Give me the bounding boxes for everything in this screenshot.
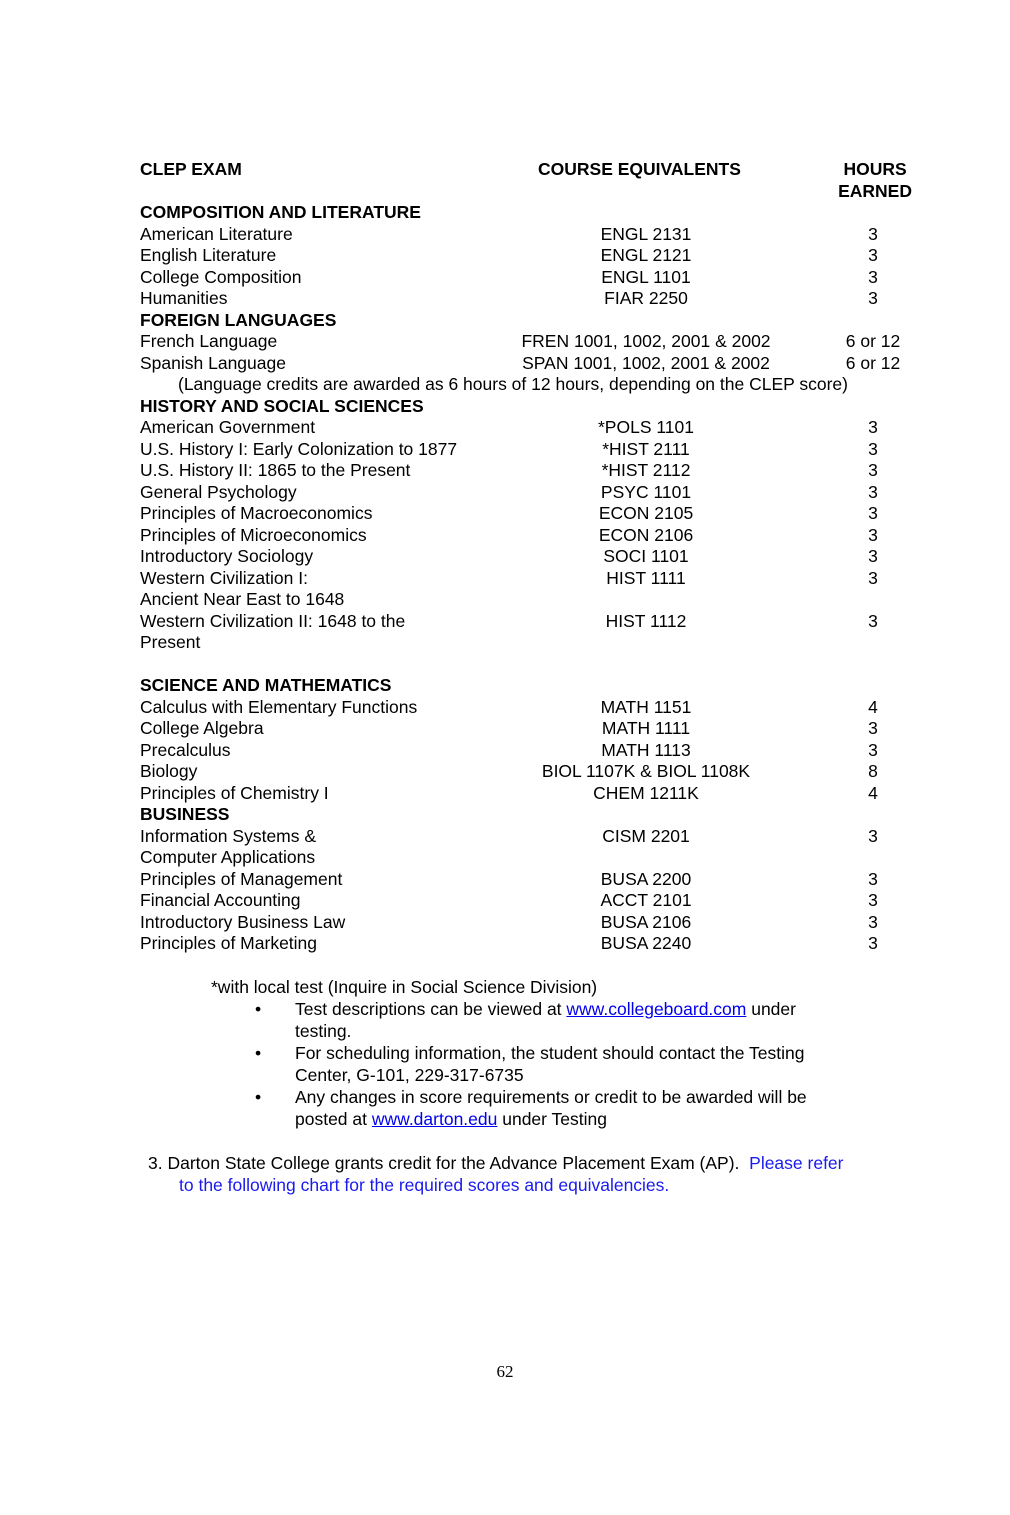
spacer (140, 654, 912, 676)
course-equivalent: MATH 1151 (600, 696, 692, 717)
list-item (211, 998, 891, 1042)
course-equivalent: SOCI 1101 (603, 546, 689, 566)
header-course-equivalents: COURSE EQUIVALENTS (538, 159, 741, 179)
header-clep-exam: CLEP EXAM (140, 159, 242, 179)
hours-earned: 3 (868, 288, 878, 308)
course-equivalent: HIST 1112 (605, 610, 687, 631)
exam-name: College Algebra (140, 718, 264, 738)
course-equivalent: PSYC 1101 (600, 481, 692, 502)
table-row (140, 331, 912, 353)
table-row (140, 224, 912, 246)
table-row (140, 933, 912, 955)
hours-earned: 3 (868, 481, 878, 502)
ap-credit-paragraph (148, 1152, 908, 1196)
hours-earned: 3 (868, 868, 878, 889)
b2-line2-text: Center, G-101, 229-317-6735 (295, 1065, 524, 1085)
table-row (140, 525, 912, 547)
course-equivalent: FREN 1001, 1002, 2001 & 2002 (521, 331, 771, 351)
section-heading (140, 675, 912, 697)
exam-name: Introductory Business Law (140, 911, 346, 932)
table-row (140, 482, 912, 504)
course-equivalent: CHEM 1211K (593, 782, 699, 803)
course-equivalent: *HIST 2112 (601, 460, 691, 480)
hours-earned: 8 (868, 761, 878, 781)
section-title: FOREIGN LANGUAGES (140, 309, 337, 330)
hours-earned: 3 (868, 739, 878, 760)
b3-pre-text: posted at (295, 1109, 372, 1129)
header-earned: EARNED (838, 180, 912, 201)
table-row (140, 288, 912, 310)
darton-link[interactable]: www.darton.edu (371, 1109, 498, 1129)
section-heading (140, 396, 912, 418)
hours-earned: 3 (868, 223, 878, 244)
hours-earned: 3 (868, 417, 878, 437)
b1-post-text: under (746, 999, 796, 1019)
course-equivalent: BIOL 1107K & BIOL 1108K (541, 761, 751, 781)
exam-name: U.S. History II: 1865 to the Present (140, 460, 411, 480)
table-row (140, 890, 912, 912)
hours-earned: 3 (868, 245, 878, 265)
exam-name: Computer Applications (140, 847, 316, 867)
ap-refer-text: Please refer (749, 1153, 844, 1173)
exam-name: Principles of Chemistry I (140, 782, 329, 803)
table-row (140, 503, 912, 525)
exam-name: American Government (140, 417, 316, 437)
section-title: BUSINESS (140, 804, 230, 824)
exam-name: Humanities (140, 288, 228, 308)
exam-name: Introductory Sociology (140, 546, 314, 566)
exam-name: Principles of Management (140, 868, 343, 889)
hours-earned: 3 (868, 546, 878, 566)
exam-name: French Language (140, 331, 278, 351)
b1-pre-text: Test descriptions can be viewed at (295, 999, 567, 1019)
hours-earned: 3 (868, 438, 878, 459)
table-row (140, 740, 912, 762)
exam-name: English Literature (140, 245, 277, 265)
course-equivalent: MATH 1111 (601, 718, 691, 738)
hours-earned: 3 (868, 610, 878, 631)
hours-earned: 6 or 12 (845, 331, 901, 351)
exam-name: Ancient Near East to 1648 (140, 589, 345, 609)
table-header (140, 159, 912, 203)
exam-name: Financial Accounting (140, 890, 301, 910)
section-title: HISTORY AND SOCIAL SCIENCES (140, 395, 424, 416)
table-row (140, 611, 912, 633)
exam-name: College Composition (140, 266, 302, 287)
course-equivalent: HIST 1111 (606, 567, 686, 588)
hours-earned: 3 (868, 524, 878, 545)
ap-credit-text: 3. Darton State College grants credit for the Advance Placement Exam (AP). (148, 1153, 740, 1173)
notes-list (211, 998, 891, 1130)
hours-earned: 3 (868, 503, 878, 523)
hours-earned: 6 or 12 (845, 352, 901, 373)
b2-line1-text: For scheduling information, the student should contact the Testing (295, 1043, 805, 1063)
table-row (140, 869, 912, 891)
course-equivalent: BUSA 2200 (600, 868, 692, 889)
list-item (211, 1042, 891, 1086)
table-row (140, 761, 912, 783)
list-item (211, 1086, 891, 1130)
course-equivalent: CISM 2201 (602, 825, 690, 846)
hours-earned: 3 (868, 890, 878, 910)
course-equivalent: ECON 2105 (598, 503, 694, 523)
course-equivalent: BUSA 2106 (600, 911, 692, 932)
table-row (140, 374, 912, 396)
table-row (140, 353, 912, 375)
table-row (140, 546, 912, 568)
hours-earned: 3 (868, 911, 878, 932)
exam-name: Spanish Language (140, 352, 286, 373)
exam-name: U.S. History I: Early Colonization to 1877 (140, 438, 458, 459)
table-row (140, 847, 912, 869)
exam-name: Principles of Marketing (140, 933, 318, 953)
b3-post-text: under Testing (497, 1109, 607, 1129)
exam-name: Western Civilization II: 1648 to the (140, 610, 406, 631)
course-equivalent: SPAN 1001, 1002, 2001 & 2002 (522, 352, 770, 373)
table-row (140, 697, 912, 719)
hours-earned: 3 (868, 825, 878, 846)
section-title: SCIENCE AND MATHEMATICS (140, 675, 392, 695)
table-row (140, 589, 912, 611)
exam-name: Information Systems & (140, 825, 317, 846)
section-title: COMPOSITION AND LITERATURE (140, 202, 421, 222)
exam-name: Principles of Macroeconomics (140, 503, 373, 523)
bullet-icon: • (255, 999, 262, 1019)
hours-earned: 4 (868, 782, 878, 803)
course-equivalent: ACCT 2101 (600, 890, 692, 910)
exam-name: Calculus with Elementary Functions (140, 696, 418, 717)
course-equivalent: ECON 2106 (598, 524, 694, 545)
table-row (140, 460, 912, 482)
exam-name: General Psychology (140, 481, 297, 502)
exam-name: Present (140, 632, 201, 652)
hours-earned: 4 (868, 696, 878, 717)
b3-line1-text: Any changes in score requirements or credit to be awarded will be (295, 1087, 807, 1107)
table-row (140, 267, 912, 289)
course-equivalent: FIAR 2250 (604, 288, 688, 308)
hours-earned: 3 (868, 718, 878, 738)
header-hours-earned (838, 159, 912, 202)
bullet-icon: • (255, 1087, 262, 1107)
hours-earned: 3 (868, 933, 878, 953)
page-number: 62 (496, 1362, 514, 1381)
table-row (140, 718, 912, 740)
course-equivalent: MATH 1113 (601, 739, 691, 760)
course-equivalent: ENGL 2121 (600, 245, 692, 265)
table-row (140, 783, 912, 805)
table-row (140, 439, 912, 461)
course-equivalent: BUSA 2240 (600, 933, 692, 953)
table-row (140, 417, 912, 439)
exam-name: Western Civilization I: (140, 567, 308, 588)
exam-name: American Literature (140, 223, 293, 244)
bullet-icon: • (255, 1043, 262, 1063)
clep-table (140, 202, 912, 955)
section-heading (140, 310, 912, 332)
exam-name: Precalculus (140, 739, 231, 760)
hours-earned: 3 (868, 460, 878, 480)
table-row (140, 826, 912, 848)
hours-earned: 3 (868, 266, 878, 287)
section-heading (140, 804, 912, 826)
b1-line2-text: testing. (295, 1021, 352, 1041)
course-equivalent: ENGL 1101 (601, 266, 691, 287)
course-equivalent: *HIST 2111 (602, 438, 690, 459)
notes-section (211, 976, 891, 1130)
table-row (140, 568, 912, 590)
ap-refer-line2: to the following chart for the required scores and equivalencies. (179, 1175, 670, 1195)
course-equivalent: *POLS 1101 (598, 417, 694, 437)
table-row (140, 632, 912, 654)
language-credit-note: (Language credits are awarded as 6 hours of 12 hours, depending on the CLEP score) (178, 374, 848, 394)
local-test-note: *with local test (Inquire in Social Science Division) (211, 977, 598, 997)
table-row (140, 245, 912, 267)
header-hours: HOURS (843, 159, 907, 179)
table-row (140, 912, 912, 934)
exam-name: Principles of Microeconomics (140, 524, 367, 545)
collegeboard-link[interactable]: www.collegeboard.com (566, 999, 747, 1019)
section-heading (140, 202, 912, 224)
course-equivalent: ENGL 2131 (600, 223, 692, 244)
hours-earned: 3 (868, 567, 878, 588)
exam-name: Biology (140, 761, 198, 781)
